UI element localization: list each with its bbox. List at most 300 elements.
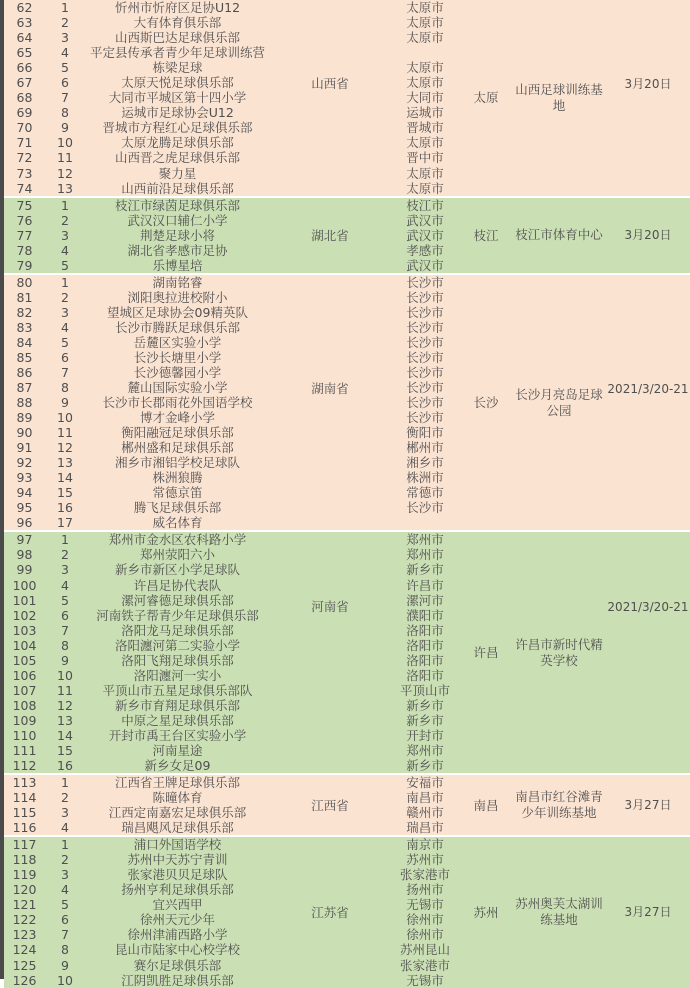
team-name-cell: 江西定南嘉宏足球俱乐部 xyxy=(85,805,270,820)
seq-number-cell: 8 xyxy=(45,380,85,395)
city-cell: 大同市 xyxy=(390,90,460,105)
team-name-cell: 郑州荥阳六小 xyxy=(85,547,270,562)
row-number-cell: 103 xyxy=(4,623,45,638)
team-name-cell: 河南星途 xyxy=(85,743,270,758)
seq-number-cell: 13 xyxy=(45,181,85,197)
city-cell: 太原市 xyxy=(390,181,460,197)
host-city-cell-text: 苏州 xyxy=(473,904,499,920)
venue-cell xyxy=(512,836,606,987)
city-cell: 苏州昆山 xyxy=(390,942,460,957)
city-cell: 武汉市 xyxy=(390,213,460,228)
city-cell: 武汉市 xyxy=(390,258,460,274)
venue-cell-text: 许昌市新时代精英学校 xyxy=(515,636,603,668)
city-cell: 郑州市 xyxy=(390,547,460,562)
seq-number-cell: 10 xyxy=(45,410,85,425)
city-cell: 平顶山市 xyxy=(390,683,460,698)
city-cell: 运城市 xyxy=(390,105,460,120)
city-cell: 衡阳市 xyxy=(390,425,460,440)
team-name-cell: 徐州津浦西路小学 xyxy=(85,927,270,942)
host-city-cell-text: 枝江 xyxy=(473,227,499,243)
seq-number-cell: 5 xyxy=(45,593,85,608)
team-name-cell: 腾飞足球俱乐部 xyxy=(85,500,270,515)
seq-number-cell: 16 xyxy=(45,500,85,515)
seq-number-cell: 3 xyxy=(45,805,85,820)
row-number-cell: 66 xyxy=(4,60,45,75)
row-number-cell: 118 xyxy=(4,852,45,867)
row-number-cell: 105 xyxy=(4,653,45,668)
date-cell xyxy=(606,774,690,836)
team-name-cell: 新乡市新区小学足球队 xyxy=(85,562,270,577)
city-cell: 濮阳市 xyxy=(390,608,460,623)
province-cell-text: 山西省 xyxy=(311,76,349,92)
team-name-cell: 麓山国际实验小学 xyxy=(85,380,270,395)
row-number-cell: 98 xyxy=(4,547,45,562)
seq-number-cell: 1 xyxy=(45,774,85,790)
province-cell xyxy=(270,274,390,532)
city-cell: 长沙市 xyxy=(390,395,460,410)
row-number-cell: 78 xyxy=(4,243,45,258)
team-name-cell: 新乡女足09 xyxy=(85,758,270,774)
seq-number-cell: 8 xyxy=(45,638,85,653)
row-number-cell: 73 xyxy=(4,166,45,181)
row-number-cell: 68 xyxy=(4,90,45,105)
team-name-cell: 新乡市育翔足球俱乐部 xyxy=(85,698,270,713)
team-name-cell: 张家港贝贝足球队 xyxy=(85,867,270,882)
seq-number-cell: 10 xyxy=(45,135,85,150)
team-name-cell: 江阴凯胜足球俱乐部 xyxy=(85,973,270,988)
seq-number-cell: 1 xyxy=(45,197,85,213)
date-cell-text: 2021/3/20-21 xyxy=(607,381,689,396)
city-cell: 徐州市 xyxy=(390,912,460,927)
date-cell-text: 3月20日 xyxy=(624,76,672,91)
team-name-cell: 晋城市方程红心足球俱乐部 xyxy=(85,120,270,135)
city-cell: 洛阳市 xyxy=(390,638,460,653)
host-city-cell xyxy=(460,774,512,836)
team-name-cell: 郑州市金水区农科路小学 xyxy=(85,531,270,547)
city-cell: 湘乡市 xyxy=(390,455,460,470)
row-number-cell: 117 xyxy=(4,836,45,852)
seq-number-cell: 4 xyxy=(45,820,85,836)
team-name-cell: 长沙长塘里小学 xyxy=(85,350,270,365)
seq-number-cell: 4 xyxy=(45,243,85,258)
team-name-cell: 常德京笛 xyxy=(85,485,270,500)
seq-number-cell: 14 xyxy=(45,728,85,743)
seq-number-cell: 2 xyxy=(45,790,85,805)
host-city-cell-text: 南昌 xyxy=(473,797,499,813)
city-cell: 太原市 xyxy=(390,15,460,30)
team-name-cell: 株洲狼腾 xyxy=(85,470,270,485)
city-cell: 枝江市 xyxy=(390,197,460,213)
row-number-cell: 116 xyxy=(4,820,45,836)
table-row xyxy=(4,774,690,790)
row-number-cell: 89 xyxy=(4,410,45,425)
row-number-cell: 97 xyxy=(4,531,45,547)
seq-number-cell: 2 xyxy=(45,213,85,228)
row-number-cell: 70 xyxy=(4,120,45,135)
city-cell: 开封市 xyxy=(390,728,460,743)
row-number-cell: 110 xyxy=(4,728,45,743)
seq-number-cell: 2 xyxy=(45,15,85,30)
city-cell: 漯河市 xyxy=(390,593,460,608)
seq-number-cell: 9 xyxy=(45,395,85,410)
city-cell: 太原市 xyxy=(390,75,460,90)
row-number-cell: 92 xyxy=(4,455,45,470)
team-name-cell: 昆山市陆家中心校学校 xyxy=(85,942,270,957)
date-cell xyxy=(606,0,690,197)
row-number-cell: 93 xyxy=(4,470,45,485)
table-row xyxy=(4,0,690,15)
city-cell: 长沙市 xyxy=(390,410,460,425)
city-cell: 太原市 xyxy=(390,166,460,181)
province-cell-text: 湖北省 xyxy=(311,227,349,243)
seq-number-cell: 9 xyxy=(45,957,85,972)
team-name-cell: 乐博星培 xyxy=(85,258,270,274)
team-name-cell: 聚力星 xyxy=(85,166,270,181)
team-name-cell: 洛阳瀍河一实小 xyxy=(85,668,270,683)
roster-table-body xyxy=(4,0,690,988)
seq-number-cell: 4 xyxy=(45,45,85,60)
date-cell-text: 3月27日 xyxy=(624,798,672,813)
province-cell-text: 河南省 xyxy=(311,599,349,615)
seq-number-cell: 11 xyxy=(45,425,85,440)
city-cell: 赣州市 xyxy=(390,805,460,820)
date-cell xyxy=(606,197,690,274)
city-cell: 新乡市 xyxy=(390,698,460,713)
team-name-cell: 开封市禹王台区实验小学 xyxy=(85,728,270,743)
seq-number-cell: 7 xyxy=(45,623,85,638)
row-number-cell: 115 xyxy=(4,805,45,820)
province-cell xyxy=(270,0,390,197)
city-cell: 洛阳市 xyxy=(390,653,460,668)
team-name-cell: 山西斯巴达足球俱乐部 xyxy=(85,30,270,45)
team-name-cell: 平定县传承者青少年足球训练营 xyxy=(85,45,270,60)
table-row xyxy=(4,274,690,290)
team-name-cell: 望城区足球协会09精英队 xyxy=(85,305,270,320)
row-number-cell: 124 xyxy=(4,942,45,957)
city-cell: 新乡市 xyxy=(390,562,460,577)
seq-number-cell: 8 xyxy=(45,105,85,120)
province-cell-text: 江西省 xyxy=(311,797,349,813)
team-name-cell: 长沙德馨园小学 xyxy=(85,365,270,380)
seq-number-cell: 6 xyxy=(45,75,85,90)
seq-number-cell: 2 xyxy=(45,852,85,867)
seq-number-cell: 9 xyxy=(45,120,85,135)
seq-number-cell: 11 xyxy=(45,683,85,698)
team-name-cell: 苏州中天苏宁青训 xyxy=(85,852,270,867)
row-number-cell: 84 xyxy=(4,335,45,350)
city-cell: 洛阳市 xyxy=(390,668,460,683)
province-cell xyxy=(270,197,390,274)
province-cell xyxy=(270,531,390,774)
city-cell: 新乡市 xyxy=(390,713,460,728)
seq-number-cell: 5 xyxy=(45,60,85,75)
team-name-cell: 陈曈体育 xyxy=(85,790,270,805)
city-cell xyxy=(390,515,460,531)
seq-number-cell: 1 xyxy=(45,0,85,15)
venue-cell xyxy=(512,531,606,774)
row-number-cell: 109 xyxy=(4,713,45,728)
host-city-cell xyxy=(460,836,512,987)
date-cell-text: 2021/3/20-21 xyxy=(607,599,689,614)
city-cell: 瑞昌市 xyxy=(390,820,460,836)
table-row xyxy=(4,836,690,852)
date-cell xyxy=(606,836,690,987)
seq-number-cell: 5 xyxy=(45,335,85,350)
host-city-cell-text: 长沙 xyxy=(473,395,499,411)
seq-number-cell: 1 xyxy=(45,531,85,547)
row-number-cell: 96 xyxy=(4,515,45,531)
team-name-cell: 荆楚足球小将 xyxy=(85,228,270,243)
host-city-cell xyxy=(460,274,512,532)
venue-cell xyxy=(512,197,606,274)
team-name-cell: 衡阳融冠足球俱乐部 xyxy=(85,425,270,440)
table-row xyxy=(4,197,690,213)
team-name-cell: 运城市足球协会U12 xyxy=(85,105,270,120)
row-number-cell: 76 xyxy=(4,213,45,228)
row-number-cell: 126 xyxy=(4,973,45,988)
row-number-cell: 101 xyxy=(4,593,45,608)
venue-cell-text: 南昌市红谷滩青少年训练基地 xyxy=(515,789,603,821)
seq-number-cell: 3 xyxy=(45,562,85,577)
venue-cell xyxy=(512,274,606,532)
row-number-cell: 83 xyxy=(4,320,45,335)
row-number-cell: 64 xyxy=(4,30,45,45)
team-name-cell: 太原天悦足球俱乐部 xyxy=(85,75,270,90)
row-number-cell: 114 xyxy=(4,790,45,805)
seq-number-cell: 6 xyxy=(45,608,85,623)
team-name-cell: 忻州市忻府区足协U12 xyxy=(85,0,270,15)
team-name-cell: 湘乡市湘铝学校足球队 xyxy=(85,455,270,470)
seq-number-cell: 3 xyxy=(45,305,85,320)
host-city-cell xyxy=(460,0,512,197)
city-cell: 太原市 xyxy=(390,30,460,45)
host-city-cell xyxy=(460,531,512,774)
seq-number-cell: 15 xyxy=(45,485,85,500)
team-name-cell: 栋梁足球 xyxy=(85,60,270,75)
team-name-cell: 宜兴西甲 xyxy=(85,897,270,912)
row-number-cell: 111 xyxy=(4,743,45,758)
tournament-roster-table xyxy=(4,0,690,988)
row-number-cell: 71 xyxy=(4,135,45,150)
city-cell xyxy=(390,45,460,60)
seq-number-cell: 2 xyxy=(45,547,85,562)
seq-number-cell: 4 xyxy=(45,578,85,593)
seq-number-cell: 1 xyxy=(45,274,85,290)
team-name-cell: 武汉汉口辅仁小学 xyxy=(85,213,270,228)
province-cell xyxy=(270,836,390,987)
seq-number-cell: 10 xyxy=(45,668,85,683)
row-number-cell: 63 xyxy=(4,15,45,30)
seq-number-cell: 12 xyxy=(45,440,85,455)
team-name-cell: 湖北省孝感市足协 xyxy=(85,243,270,258)
city-cell: 长沙市 xyxy=(390,274,460,290)
team-name-cell: 洛阳飞翔足球俱乐部 xyxy=(85,653,270,668)
row-number-cell: 113 xyxy=(4,774,45,790)
city-cell: 郑州市 xyxy=(390,531,460,547)
venue-cell-text: 山西足球训练基地 xyxy=(515,81,603,113)
city-cell: 南昌市 xyxy=(390,790,460,805)
team-name-cell: 大同市平城区第十四小学 xyxy=(85,90,270,105)
table-row xyxy=(4,531,690,547)
team-name-cell: 山西前沿足球俱乐部 xyxy=(85,181,270,197)
team-name-cell: 长沙市长郡雨花外国语学校 xyxy=(85,395,270,410)
city-cell: 张家港市 xyxy=(390,957,460,972)
team-name-cell: 郴州盛和足球俱乐部 xyxy=(85,440,270,455)
row-number-cell: 69 xyxy=(4,105,45,120)
row-number-cell: 123 xyxy=(4,927,45,942)
seq-number-cell: 14 xyxy=(45,470,85,485)
venue-cell-text: 苏州奥芙太湖训练基地 xyxy=(515,896,603,928)
row-number-cell: 85 xyxy=(4,350,45,365)
team-name-cell: 江西省王牌足球俱乐部 xyxy=(85,774,270,790)
seq-number-cell: 3 xyxy=(45,30,85,45)
row-number-cell: 75 xyxy=(4,197,45,213)
seq-number-cell: 4 xyxy=(45,320,85,335)
city-cell: 苏州市 xyxy=(390,852,460,867)
row-number-cell: 65 xyxy=(4,45,45,60)
row-number-cell: 67 xyxy=(4,75,45,90)
team-name-cell: 洛阳龙马足球俱乐部 xyxy=(85,623,270,638)
team-name-cell: 长沙市腾跃足球俱乐部 xyxy=(85,320,270,335)
row-number-cell: 62 xyxy=(4,0,45,15)
row-number-cell: 102 xyxy=(4,608,45,623)
team-name-cell: 博才金峰小学 xyxy=(85,410,270,425)
seq-number-cell: 3 xyxy=(45,867,85,882)
team-name-cell: 浦口外国语学校 xyxy=(85,836,270,852)
seq-number-cell: 10 xyxy=(45,973,85,988)
row-number-cell: 91 xyxy=(4,440,45,455)
team-name-cell: 徐州天元少年 xyxy=(85,912,270,927)
seq-number-cell: 13 xyxy=(45,713,85,728)
city-cell: 南京市 xyxy=(390,836,460,852)
row-number-cell: 82 xyxy=(4,305,45,320)
row-number-cell: 87 xyxy=(4,380,45,395)
province-cell-text: 江苏省 xyxy=(311,904,349,920)
team-name-cell: 岳麓区实验小学 xyxy=(85,335,270,350)
seq-number-cell: 6 xyxy=(45,350,85,365)
row-number-cell: 86 xyxy=(4,365,45,380)
venue-cell-text: 枝江市体育中心 xyxy=(515,227,603,243)
seq-number-cell: 13 xyxy=(45,455,85,470)
team-name-cell: 枝江市绿茵足球俱乐部 xyxy=(85,197,270,213)
row-number-cell: 81 xyxy=(4,290,45,305)
team-name-cell: 威名体育 xyxy=(85,515,270,531)
date-cell xyxy=(606,274,690,532)
city-cell: 晋中市 xyxy=(390,150,460,165)
team-name-cell: 漯河睿德足球俱乐部 xyxy=(85,593,270,608)
row-number-cell: 90 xyxy=(4,425,45,440)
city-cell: 长沙市 xyxy=(390,350,460,365)
seq-number-cell: 1 xyxy=(45,836,85,852)
team-name-cell: 赛尔足球俱乐部 xyxy=(85,957,270,972)
city-cell: 长沙市 xyxy=(390,500,460,515)
city-cell: 无锡市 xyxy=(390,897,460,912)
seq-number-cell: 7 xyxy=(45,90,85,105)
seq-number-cell: 12 xyxy=(45,698,85,713)
city-cell: 长沙市 xyxy=(390,320,460,335)
row-number-cell: 72 xyxy=(4,150,45,165)
city-cell: 长沙市 xyxy=(390,365,460,380)
city-cell: 安福市 xyxy=(390,774,460,790)
seq-number-cell: 11 xyxy=(45,150,85,165)
date-cell-text: 3月20日 xyxy=(624,228,672,243)
venue-cell xyxy=(512,774,606,836)
city-cell: 长沙市 xyxy=(390,305,460,320)
row-number-cell: 80 xyxy=(4,274,45,290)
city-cell: 太原市 xyxy=(390,60,460,75)
seq-number-cell: 7 xyxy=(45,365,85,380)
row-number-cell: 106 xyxy=(4,668,45,683)
seq-number-cell: 17 xyxy=(45,515,85,531)
venue-cell xyxy=(512,0,606,197)
city-cell: 太原市 xyxy=(390,0,460,15)
seq-number-cell: 4 xyxy=(45,882,85,897)
city-cell: 许昌市 xyxy=(390,578,460,593)
seq-number-cell: 12 xyxy=(45,166,85,181)
row-number-cell: 121 xyxy=(4,897,45,912)
row-number-cell: 108 xyxy=(4,698,45,713)
row-number-cell: 125 xyxy=(4,957,45,972)
date-cell-text: 3月27日 xyxy=(624,905,672,920)
row-number-cell: 104 xyxy=(4,638,45,653)
row-number-cell: 112 xyxy=(4,758,45,774)
city-cell: 长沙市 xyxy=(390,335,460,350)
seq-number-cell: 15 xyxy=(45,743,85,758)
seq-number-cell: 5 xyxy=(45,258,85,274)
seq-number-cell: 9 xyxy=(45,653,85,668)
venue-cell-text: 长沙月亮岛足球公园 xyxy=(515,386,603,418)
row-number-cell: 122 xyxy=(4,912,45,927)
row-number-cell: 74 xyxy=(4,181,45,197)
city-cell: 徐州市 xyxy=(390,927,460,942)
date-cell xyxy=(606,531,690,774)
team-name-cell: 中原之星足球俱乐部 xyxy=(85,713,270,728)
row-number-cell: 94 xyxy=(4,485,45,500)
city-cell: 晋城市 xyxy=(390,120,460,135)
seq-number-cell: 8 xyxy=(45,942,85,957)
city-cell: 孝感市 xyxy=(390,243,460,258)
city-cell: 武汉市 xyxy=(390,228,460,243)
host-city-cell-text: 许昌 xyxy=(473,645,499,661)
team-name-cell: 洛阳瀍河第二实验小学 xyxy=(85,638,270,653)
city-cell: 长沙市 xyxy=(390,380,460,395)
seq-number-cell: 5 xyxy=(45,897,85,912)
row-number-cell: 120 xyxy=(4,882,45,897)
city-cell: 郑州市 xyxy=(390,743,460,758)
team-name-cell: 扬州亨利足球俱乐部 xyxy=(85,882,270,897)
row-number-cell: 119 xyxy=(4,867,45,882)
seq-number-cell: 2 xyxy=(45,290,85,305)
row-number-cell: 79 xyxy=(4,258,45,274)
row-number-cell: 107 xyxy=(4,683,45,698)
seq-number-cell: 16 xyxy=(45,758,85,774)
team-name-cell: 瑞昌飓风足球俱乐部 xyxy=(85,820,270,836)
team-name-cell: 浏阳奥拉进校附小 xyxy=(85,290,270,305)
city-cell: 张家港市 xyxy=(390,867,460,882)
row-number-cell: 88 xyxy=(4,395,45,410)
city-cell: 无锡市 xyxy=(390,973,460,988)
city-cell: 株洲市 xyxy=(390,470,460,485)
seq-number-cell: 3 xyxy=(45,228,85,243)
city-cell: 新乡市 xyxy=(390,758,460,774)
city-cell: 常德市 xyxy=(390,485,460,500)
row-number-cell: 77 xyxy=(4,228,45,243)
team-name-cell: 许昌足协代表队 xyxy=(85,578,270,593)
team-name-cell: 平顶山市五星足球俱乐部队 xyxy=(85,683,270,698)
team-name-cell: 湖南铭睿 xyxy=(85,274,270,290)
seq-number-cell: 6 xyxy=(45,912,85,927)
host-city-cell xyxy=(460,197,512,274)
